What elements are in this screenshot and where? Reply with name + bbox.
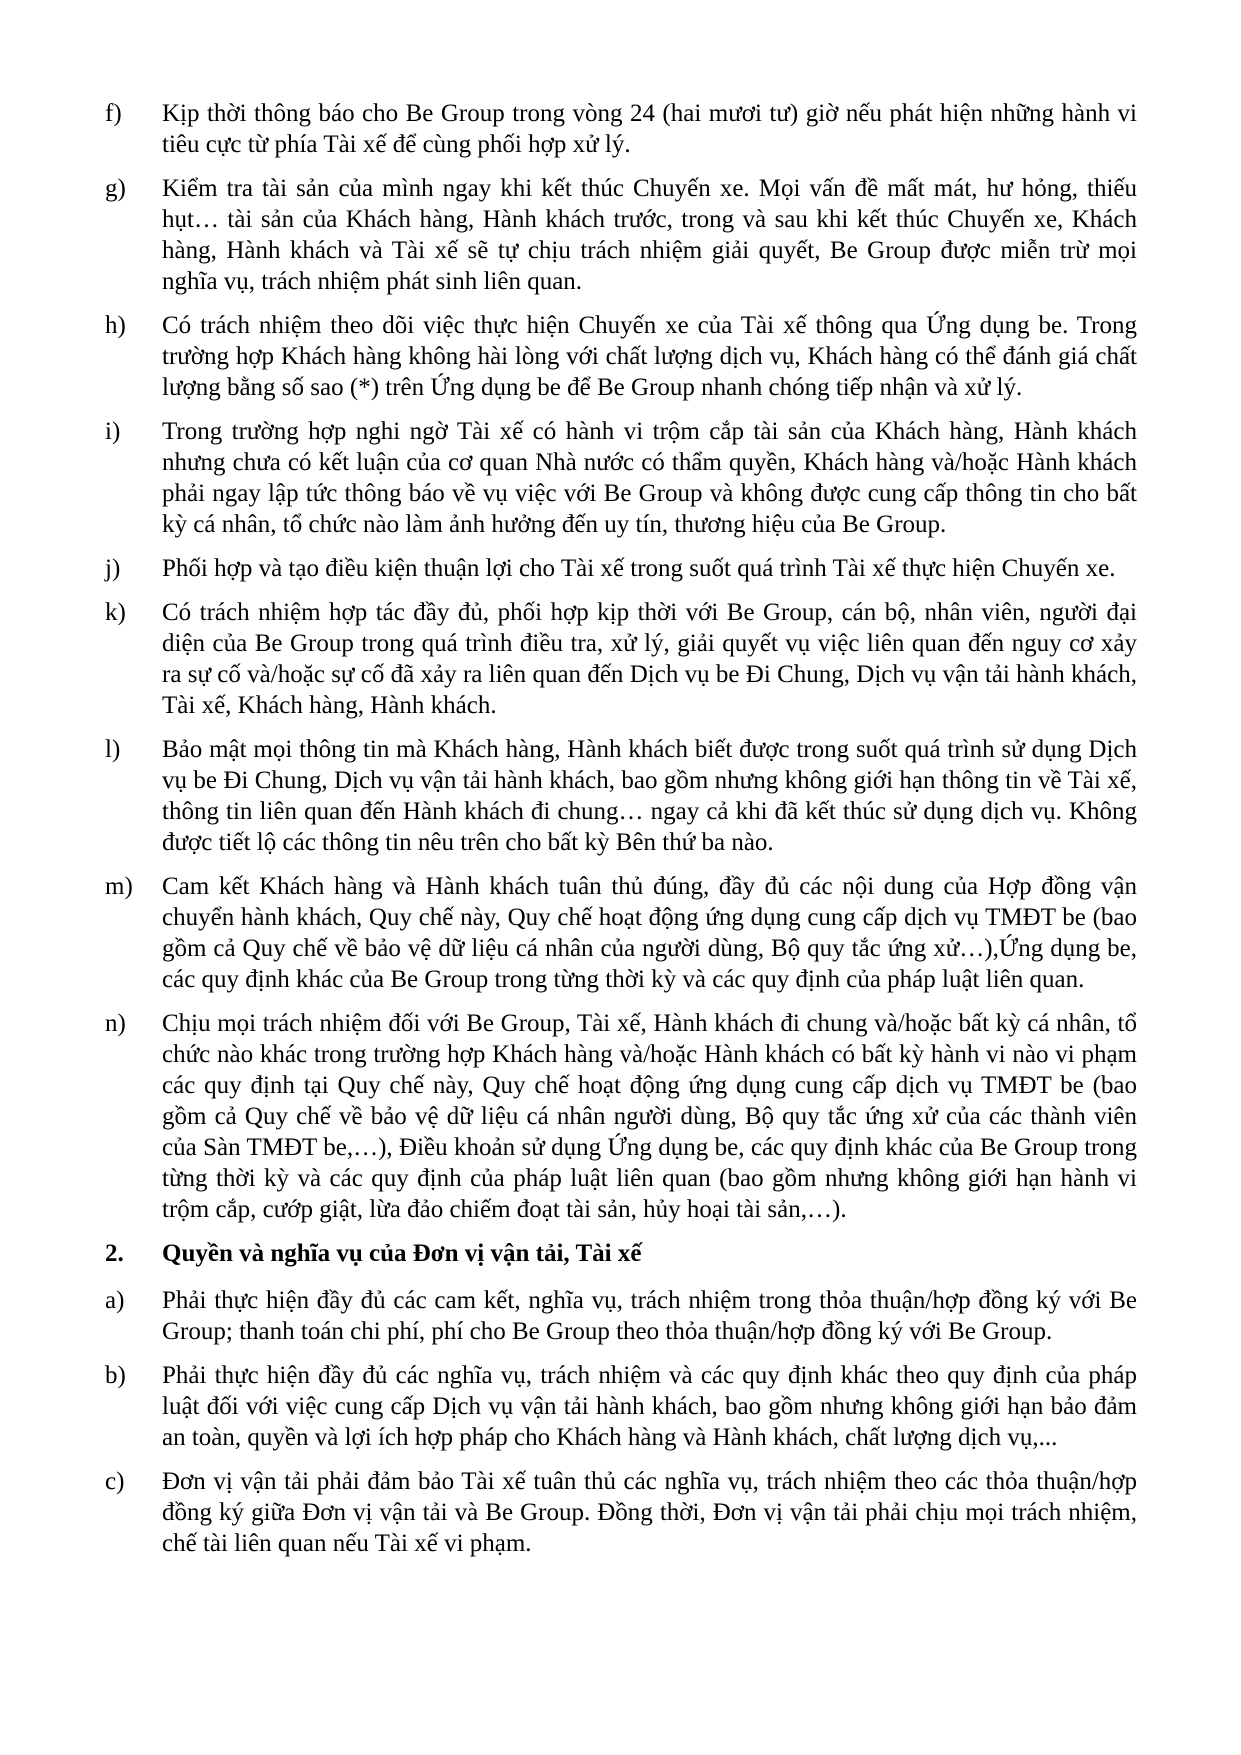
- list-item: [105, 734, 1137, 858]
- list-item: [105, 871, 1137, 995]
- list-item: [105, 1285, 1137, 1347]
- list-item-label: c): [105, 1468, 125, 1495]
- list-item: [105, 310, 1137, 403]
- list-item-text: Phải thực hiện đầy đủ các cam kết, nghĩa vụ, trách nhiệm trong thỏa thuận/hợp đồng ký với Be Group; thanh toán chi phí, phí cho Be Group theo thỏa thuận/hợp đồng ký với Be Group.: [162, 1287, 1137, 1345]
- list-item: [105, 173, 1137, 297]
- section-heading: [105, 1238, 1137, 1269]
- list-item-label: g): [105, 175, 126, 202]
- list-item-text: Kiểm tra tài sản của mình ngay khi kết thúc Chuyến xe. Mọi vấn đề mất mát, hư hỏng, thiếu hụt… tài sản của Khách hàng, Hành khách trước, trong và sau khi kết thúc Chuyến xe, Khách hàng, Hành khách và Tài xế sẽ tự chịu trách nhiệm giải quyết, Be Group được miễn trừ mọi nghĩa vụ, trách nhiệm phát sinh liên quan.: [162, 175, 1137, 295]
- list-item-text: Cam kết Khách hàng và Hành khách tuân thủ đúng, đầy đủ các nội dung của Hợp đồng vận chuyển hành khách, Quy chế này, Quy chế hoạt động ứng dụng cung cấp dịch vụ TMĐT be (bao gồm cả Quy chế về bảo vệ dữ liệu cá nhân của người dùng, Bộ quy tắc ứng xử…),Ứng dụng be, các quy định khác của Be Group trong từng thời kỳ và các quy định của pháp luật liên quan.: [162, 873, 1137, 993]
- list-item-label: n): [105, 1010, 126, 1037]
- list-item-label: j): [105, 555, 121, 582]
- list-item-text: Có trách nhiệm theo dõi việc thực hiện Chuyến xe của Tài xế thông qua Ứng dụng be. Trong trường hợp Khách hàng không hài lòng với chất lượng dịch vụ, Khách hàng có thể đánh giá chất lượng bằng số sao (*) trên Ứng dụng be để Be Group nhanh chóng tiếp nhận và xử lý.: [162, 312, 1137, 401]
- list-item-text: Đơn vị vận tải phải đảm bảo Tài xế tuân thủ các nghĩa vụ, trách nhiệm theo các thỏa thuận/hợp đồng ký giữa Đơn vị vận tải và Be Group. Đồng thời, Đơn vị vận tải phải chịu mọi trách nhiệm, chế tài liên quan nếu Tài xế vi phạm.: [162, 1468, 1137, 1557]
- list-item: [105, 1466, 1137, 1559]
- list-item-text: Quyền và nghĩa vụ của Đơn vị vận tải, Tài xế: [162, 1240, 642, 1267]
- list-item: [105, 416, 1137, 540]
- list-item-label: b): [105, 1362, 126, 1389]
- list-item-text: Trong trường hợp nghi ngờ Tài xế có hành vi trộm cắp tài sản của Khách hàng, Hành khách nhưng chưa có kết luận của cơ quan Nhà nước có thẩm quyền, Khách hàng và/hoặc Hành khách phải ngay lập tức thông báo về vụ việc với Be Group và không được cung cấp thông tin cho bất kỳ cá nhân, tổ chức nào làm ảnh hưởng đến uy tín, thương hiệu của Be Group.: [162, 418, 1137, 538]
- list-item-label: k): [105, 599, 126, 626]
- list-item: [105, 553, 1137, 584]
- list-item-label: a): [105, 1287, 125, 1314]
- list-item-text: Kịp thời thông báo cho Be Group trong vòng 24 (hai mươi tư) giờ nếu phát hiện những hành vi tiêu cực từ phía Tài xế để cùng phối hợp xử lý.: [162, 100, 1137, 158]
- list-item-label: l): [105, 736, 121, 763]
- list-item-label: h): [105, 312, 126, 339]
- list-item-text: Phải thực hiện đầy đủ các nghĩa vụ, trách nhiệm và các quy định khác theo quy định của pháp luật đối với việc cung cấp Dịch vụ vận tải hành khách, bao gồm nhưng không giới hạn bảo đảm an toàn, quyền và lợi ích hợp pháp cho Khách hàng và Hành khách, chất lượng dịch vụ,...: [162, 1362, 1137, 1451]
- document-content: [105, 98, 1137, 1572]
- list-item-label: i): [105, 418, 121, 445]
- list-item-label: f): [105, 100, 122, 127]
- list-item: [105, 98, 1137, 160]
- list-item-text: Chịu mọi trách nhiệm đối với Be Group, Tài xế, Hành khách đi chung và/hoặc bất kỳ cá nhân, tổ chức nào khác trong trường hợp Khách hàng và/hoặc Hành khách có bất kỳ hành vi nào vi phạm các quy định tại Quy chế này, Quy chế hoạt động ứng dụng cung cấp dịch vụ TMĐT be (bao gồm cả Quy chế về bảo vệ dữ liệu cá nhân người dùng, Bộ quy tắc ứng xử của các thành viên của Sàn TMĐT be,…), Điều khoản sử dụng Ứng dụng be, các quy định khác của Be Group trong từng thời kỳ và các quy định của pháp luật liên quan (bao gồm nhưng không giới hạn hành vi trộm cắp, cướp giật, lừa đảo chiếm đoạt tài sản, hủy hoại tài sản,…).: [162, 1010, 1137, 1223]
- list-item-label: 2.: [105, 1240, 124, 1267]
- list-item-text: Bảo mật mọi thông tin mà Khách hàng, Hành khách biết được trong suốt quá trình sử dụng Dịch vụ be Đi Chung, Dịch vụ vận tải hành khách, bao gồm nhưng không giới hạn thông tin về Tài xế, thông tin liên quan đến Hành khách đi chung… ngay cả khi đã kết thúc sử dụng dịch vụ. Không được tiết lộ các thông tin nêu trên cho bất kỳ Bên thứ ba nào.: [162, 736, 1137, 856]
- list-item-text: Có trách nhiệm hợp tác đầy đủ, phối hợp kịp thời với Be Group, cán bộ, nhân viên, người đại diện của Be Group trong quá trình điều tra, xử lý, giải quyết vụ việc liên quan đến nguy cơ xảy ra sự cố và/hoặc sự cố đã xảy ra liên quan đến Dịch vụ be Đi Chung, Dịch vụ vận tải hành khách, Tài xế, Khách hàng, Hành khách.: [162, 599, 1137, 719]
- list-item: [105, 1360, 1137, 1453]
- list-item: [105, 597, 1137, 721]
- list-item: [105, 1008, 1137, 1225]
- list-item-label: m): [105, 873, 133, 900]
- list-item-text: Phối hợp và tạo điều kiện thuận lợi cho Tài xế trong suốt quá trình Tài xế thực hiện Chuyến xe.: [162, 555, 1116, 582]
